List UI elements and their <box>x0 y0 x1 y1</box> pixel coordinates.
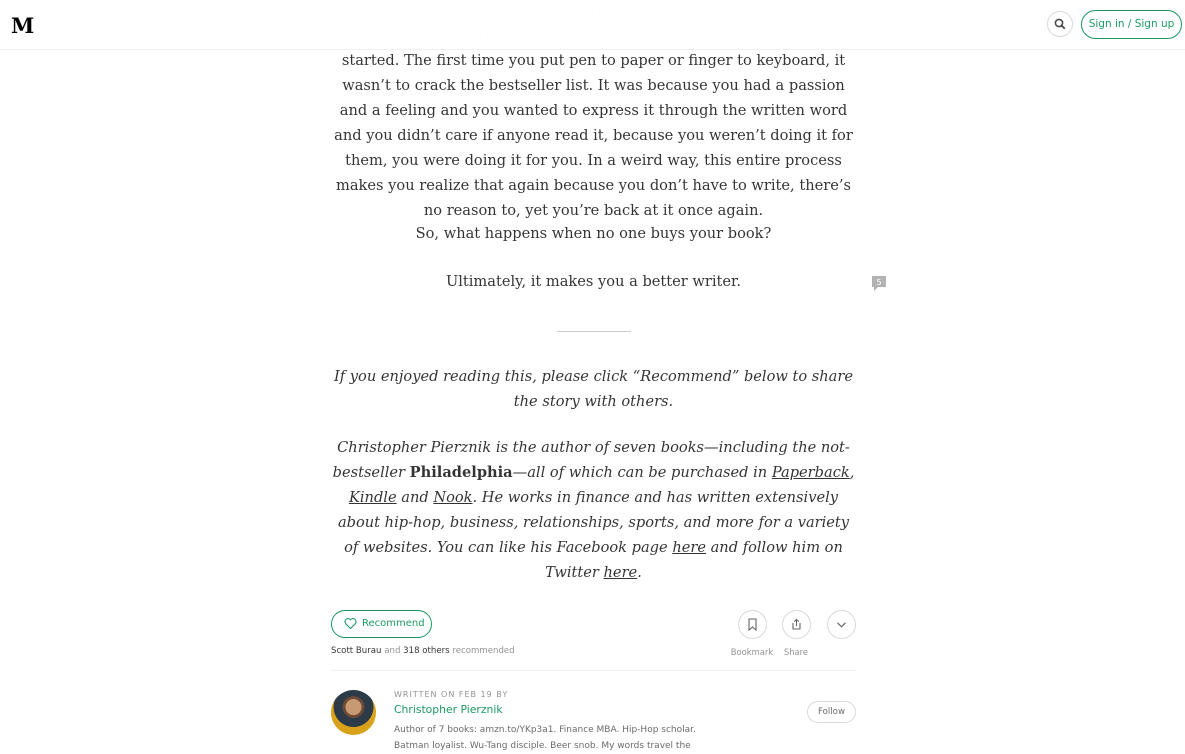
recommend-button[interactable] <box>331 610 432 638</box>
search-button[interactable] <box>1047 11 1073 37</box>
bio-text: and <box>396 489 434 506</box>
nook-link[interactable]: Nook <box>433 489 473 506</box>
author-name[interactable]: Christopher Pierznik <box>394 703 503 716</box>
section-divider <box>557 331 631 332</box>
kindle-link[interactable]: Kindle <box>348 489 397 506</box>
note-icon <box>872 276 886 291</box>
bio-text: and follow him on Twitter <box>545 539 843 581</box>
bookmark-label: Bookmark <box>730 647 774 657</box>
chevron-down-icon <box>835 618 848 631</box>
bio-text: Christopher Pierznik is the author of seven books—including the not-bestseller <box>332 439 850 481</box>
bio-text: . He works in finance and has written extensively about hip-hop, business, relationships, sports, and more for a variety of websites. You can like his Facebook page <box>337 489 850 556</box>
facebook-link[interactable]: here <box>672 539 706 556</box>
recs-and: and <box>384 646 401 656</box>
share-label: Share <box>783 647 809 657</box>
bio-text: . <box>637 564 642 581</box>
recommend-label: Recommend <box>362 618 425 629</box>
recs-label: recommended <box>452 646 515 656</box>
call-to-action: If you enjoyed reading this, please click “Recommend” below to share the story with others. <box>333 368 853 410</box>
note-button[interactable] <box>872 276 886 295</box>
author-avatar[interactable] <box>331 690 376 735</box>
recommended-by <box>331 646 515 656</box>
search-icon <box>1054 18 1066 30</box>
note-count: 5 <box>876 278 882 287</box>
medium-logo[interactable]: M <box>11 13 34 38</box>
share-button[interactable] <box>782 610 811 639</box>
book-title: Philadelphia <box>409 464 513 481</box>
separator <box>331 670 856 671</box>
paperback-link[interactable]: Paperback <box>771 464 850 481</box>
share-icon <box>790 618 803 631</box>
bookmark-button[interactable] <box>738 610 767 639</box>
bookmark-icon <box>746 618 759 631</box>
bio-text: —all of which can be purchased in <box>512 464 772 481</box>
paragraph: Ultimately, it makes you a better writer. <box>445 273 742 290</box>
heart-icon <box>344 617 357 630</box>
author-bio: Author of 7 books: amzn.to/YKp3a1. Finance MBA. Hip-Hop scholar. Batman loyalist. Wu-Tang disciple. Beer snob. My words travel the <box>394 725 696 751</box>
top-bar <box>0 0 1185 50</box>
written-on-label: WRITTEN ON FEB 19 BY <box>394 690 509 699</box>
others-count[interactable]: 318 others <box>403 646 450 656</box>
twitter-link[interactable]: here <box>603 564 638 581</box>
bio-text: , <box>849 464 855 481</box>
signin-button[interactable]: Sign in / Sign up <box>1081 10 1182 39</box>
follow-button[interactable]: Follow <box>807 701 856 723</box>
paragraph: So, what happens when no one buys your book? <box>415 225 772 242</box>
recommender-name[interactable]: Scott Burau <box>331 646 382 656</box>
paragraph: started. The first time you put pen to paper or finger to keyboard, it wasn’t to crack the bestseller list. It was because you had a passion and a feeling and you wanted to express it through the written word and you didn’t care if anyone read it, because you weren’t doing it for them, you were doing it for you. In a weird way, this entire process makes you realize that again because you don’t have to write, there’s no reason to, yet you’re back at it once again. <box>334 52 853 219</box>
more-button[interactable] <box>827 610 856 639</box>
author-bio-paragraph <box>331 435 856 585</box>
